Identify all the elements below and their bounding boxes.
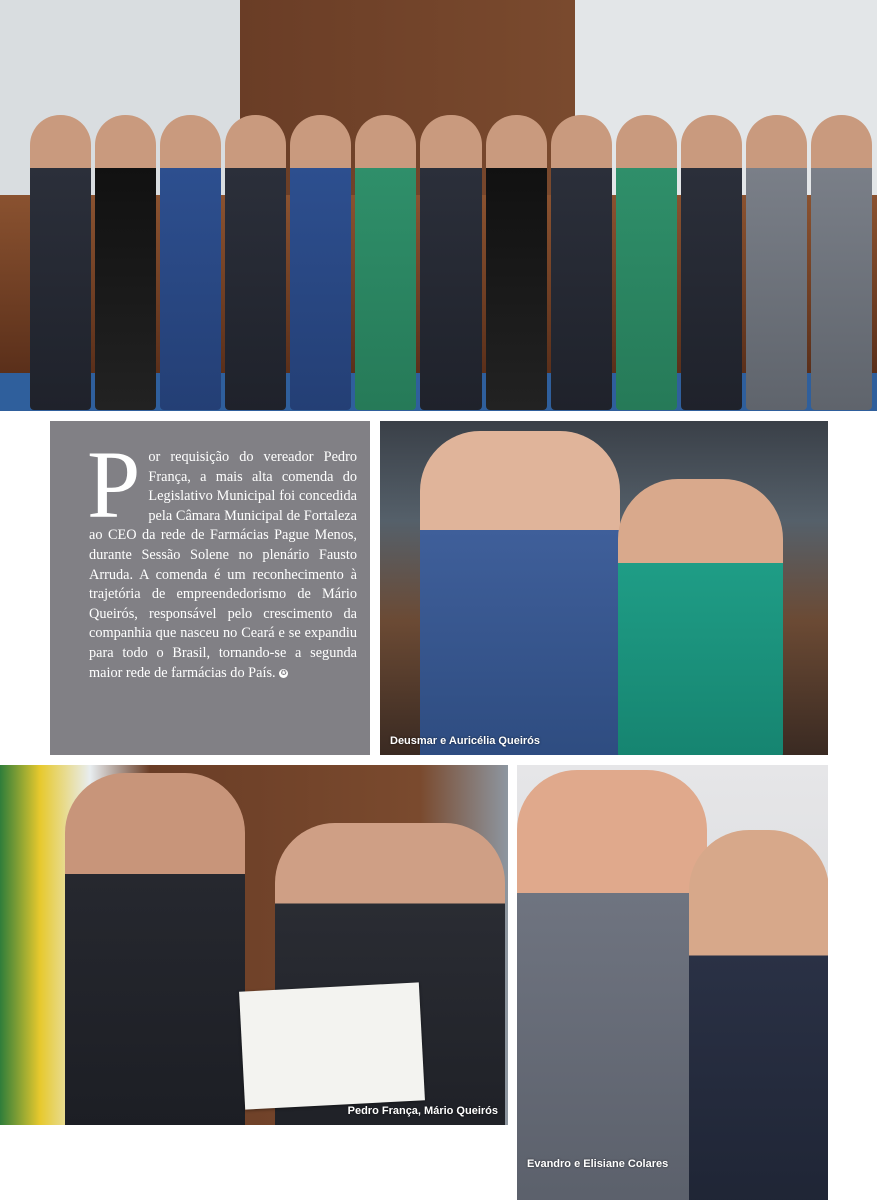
photo-evandro-elisiane <box>517 765 828 1200</box>
person <box>160 115 221 410</box>
photo-pedro-mario <box>0 765 508 1125</box>
person <box>551 115 612 410</box>
group-photo <box>0 0 877 411</box>
photo-deusmar-auricelia <box>380 421 828 755</box>
end-of-article-icon: ✪ <box>280 668 287 677</box>
person <box>420 431 620 755</box>
photo-caption: Deusmar e Auricélia Queirós <box>390 735 540 747</box>
person <box>681 115 742 410</box>
person <box>486 115 547 410</box>
person <box>517 770 707 1200</box>
photo-caption: Evandro e Elisiane Colares <box>527 1158 669 1170</box>
drop-cap: P <box>87 431 141 538</box>
person <box>746 115 807 410</box>
person <box>355 115 416 410</box>
person <box>618 479 783 755</box>
group-of-people <box>30 115 872 410</box>
person <box>225 115 286 410</box>
article-body: or requisição do vereador Pedro França, a mais alta comenda do Legislativo Municipal foi concedida pela Câmara Municipal de Fortaleza ao CEO da rede de Farmácias Pague Menos, durante Sessão Solene no plenário Fausto Arruda. A comenda é um reconhecimento à trajetória de empreendedorismo de Mário Queirós, responsável pelo crescimento da companhia que nasceu no Ceará e se expandiu para todo o Brasil, tornando-se a segunda maior rede de farmácias do País. <box>89 449 357 681</box>
certificate <box>239 982 425 1109</box>
person <box>95 115 156 410</box>
person <box>616 115 677 410</box>
person <box>689 830 828 1200</box>
photo-caption: Pedro França, Mário Queirós <box>347 1105 498 1117</box>
article-text-box <box>50 421 370 755</box>
person <box>420 115 481 410</box>
person <box>30 115 91 410</box>
person <box>65 773 245 1125</box>
person <box>290 115 351 410</box>
person <box>811 115 872 410</box>
